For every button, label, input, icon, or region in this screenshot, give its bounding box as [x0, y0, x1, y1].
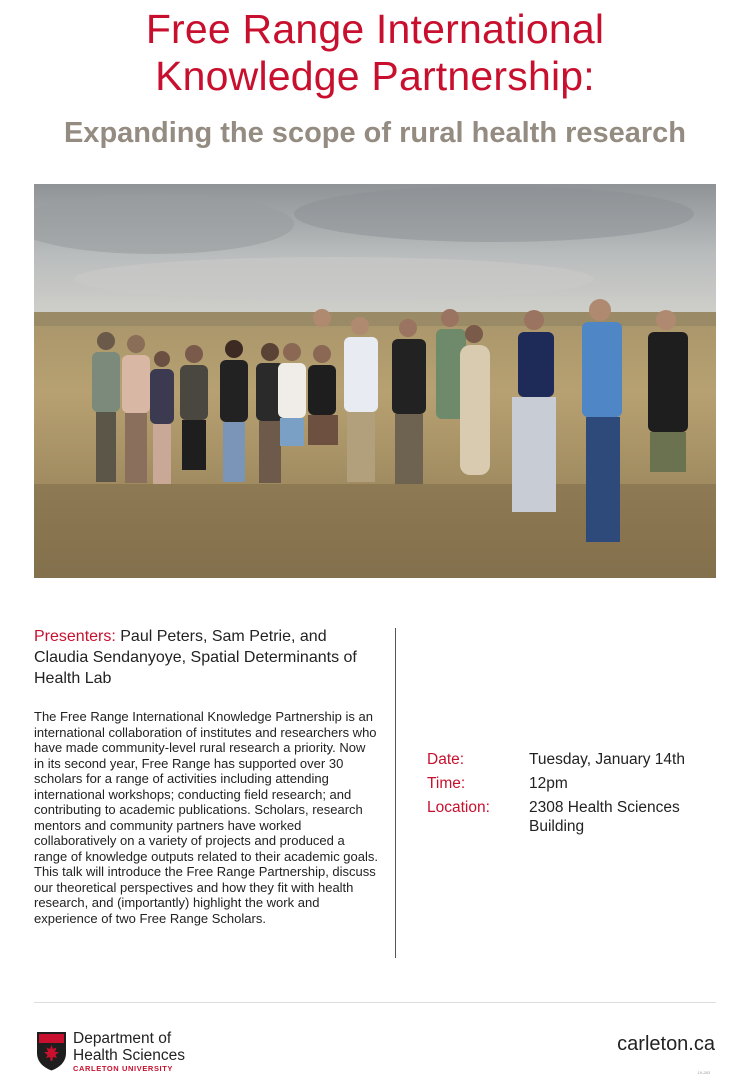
location-row: [427, 796, 727, 836]
talk-description: The Free Range International Knowledge Partnership is an international collaboration of institutes and researchers who have made community-level rural research a priority. Now in its second year, Free Range has supported over 30 scholars for a range of activities including attending international workshops; conducting field research; and contributing to academic publications. Scholars, research mentors and community partners have worked collaboratively on a variety of projects and produced a range of knowledge outputs related to their academic goals. This talk will introduce the Free Range Partnership, discuss our theoretical perspectives and how they fit with health research, and (importantly) highlight the work and experience of two Free Range Scholars.: [34, 709, 378, 926]
time-value: 12pm: [529, 775, 568, 792]
university-name: CARLETON UNIVERSITY: [73, 1064, 174, 1073]
time-row: [427, 772, 727, 796]
footer-divider: [34, 1002, 716, 1003]
department-logo: [36, 1031, 236, 1076]
title-line-2: Knowledge Partnership:: [155, 53, 595, 99]
presenters-text: [34, 626, 374, 689]
date-value: Tuesday, January 14th: [529, 751, 685, 768]
department-name: [73, 1031, 185, 1064]
title-line-1: Free Range International: [145, 6, 605, 52]
location-value: 2308 Health Sciences Building: [529, 799, 680, 835]
dept-line-1: Department of: [73, 1030, 172, 1047]
date-row: [427, 748, 727, 772]
event-details: [427, 748, 727, 836]
poster-title: [0, 6, 750, 100]
dept-line-2: Health Sciences: [73, 1046, 186, 1064]
column-divider: [395, 628, 396, 958]
location-label: Location:: [427, 799, 490, 816]
presenters-label: Presenters:: [34, 628, 116, 645]
poster-subtitle: Expanding the scope of rural health research: [63, 117, 687, 149]
website-link[interactable]: carleton.ca: [617, 1033, 715, 1055]
carleton-shield-icon: [36, 1031, 67, 1071]
presenters-names: Paul Peters, Sam Petrie, and Claudia Sendanyoye, Spatial Determinants of Health Lab: [34, 628, 357, 687]
time-label: Time:: [427, 775, 466, 792]
poster-code: 19-283: [697, 1070, 710, 1075]
date-label: Date:: [427, 751, 465, 768]
group-photo: [34, 184, 716, 578]
